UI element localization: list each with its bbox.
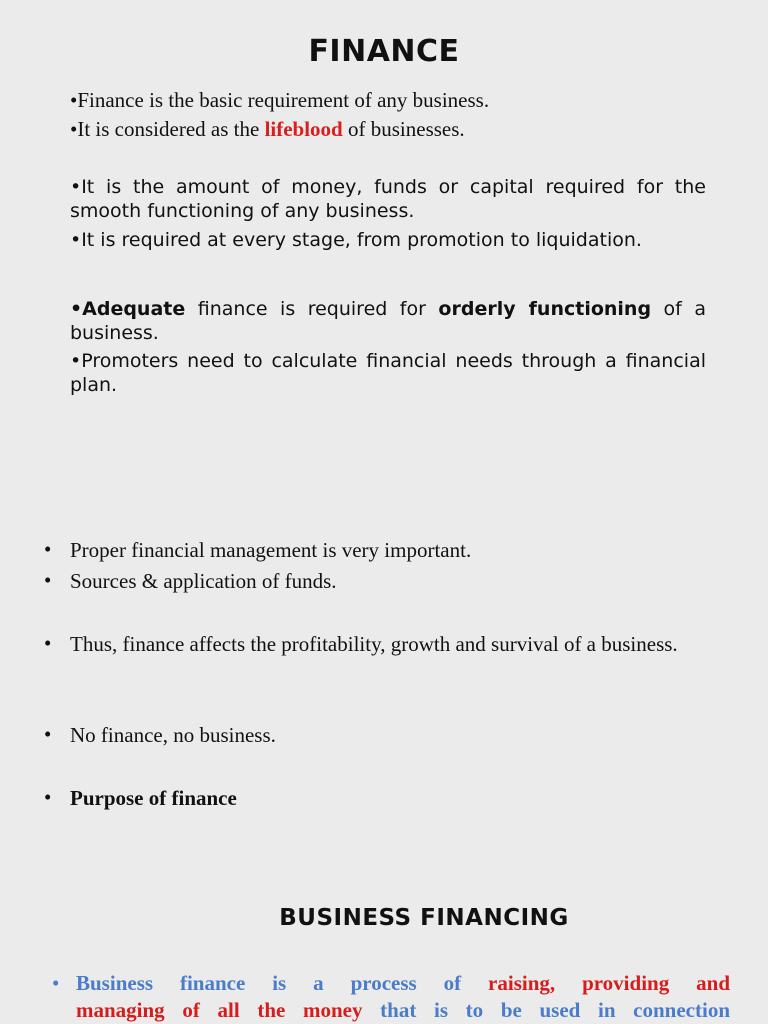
orderly-functioning-bold: orderly functioning: [438, 298, 652, 320]
definition-blue-1: Business finance is a process of: [76, 971, 462, 995]
definition-red-1: raising, providing and: [488, 971, 730, 995]
page-title: FINANCE: [308, 34, 460, 69]
section-heading: BUSINESS FINANCING: [279, 905, 569, 931]
bullet-marker: •: [44, 568, 52, 592]
adequate-mid: finance is required for: [185, 298, 439, 320]
intro-bullet-2-post: of businesses.: [342, 117, 465, 141]
intro-bullet-2: [70, 115, 730, 144]
adequate-post: of a business.: [70, 298, 706, 344]
intro-bullet-1: •Finance is the basic requirement of any business.: [70, 88, 490, 112]
definition-paragraph: •It is the amount of money, funds or capital required for the smooth functioning of any business.: [70, 176, 706, 222]
definition-line-1: [52, 970, 730, 997]
list-item: Thus, finance affects the profitability, growth and survival of a business.: [70, 632, 678, 656]
business-finance-definition: [52, 970, 730, 1024]
bullet-marker: •: [44, 537, 52, 561]
bullet-marker: •: [44, 722, 52, 746]
promoters-paragraph: •Promoters need to calculate financial needs through a financial plan.: [70, 350, 706, 396]
lifeblood-highlight: lifeblood: [264, 117, 343, 141]
definition-bullet: •: [52, 971, 60, 995]
definition-red-2: managing of all the money: [76, 998, 363, 1022]
list-item: Sources & application of funds.: [70, 569, 337, 593]
definition-line-2: [52, 997, 730, 1024]
adequate-bold: •Adequate: [70, 298, 186, 320]
intro-bullet-2-pre: •It is considered as the: [70, 117, 265, 141]
stage-paragraph: •It is required at every stage, from promotion to liquidation.: [70, 229, 642, 251]
purpose-of-finance-item: Purpose of finance: [70, 786, 237, 810]
adequate-paragraph: [70, 297, 706, 345]
definition-blue-2: that is to be used in connection: [380, 998, 731, 1022]
list-item: No finance, no business.: [70, 723, 276, 747]
list-item: Proper financial management is very important.: [70, 538, 472, 562]
bullet-marker: •: [44, 631, 52, 655]
bullet-marker: •: [44, 785, 52, 809]
